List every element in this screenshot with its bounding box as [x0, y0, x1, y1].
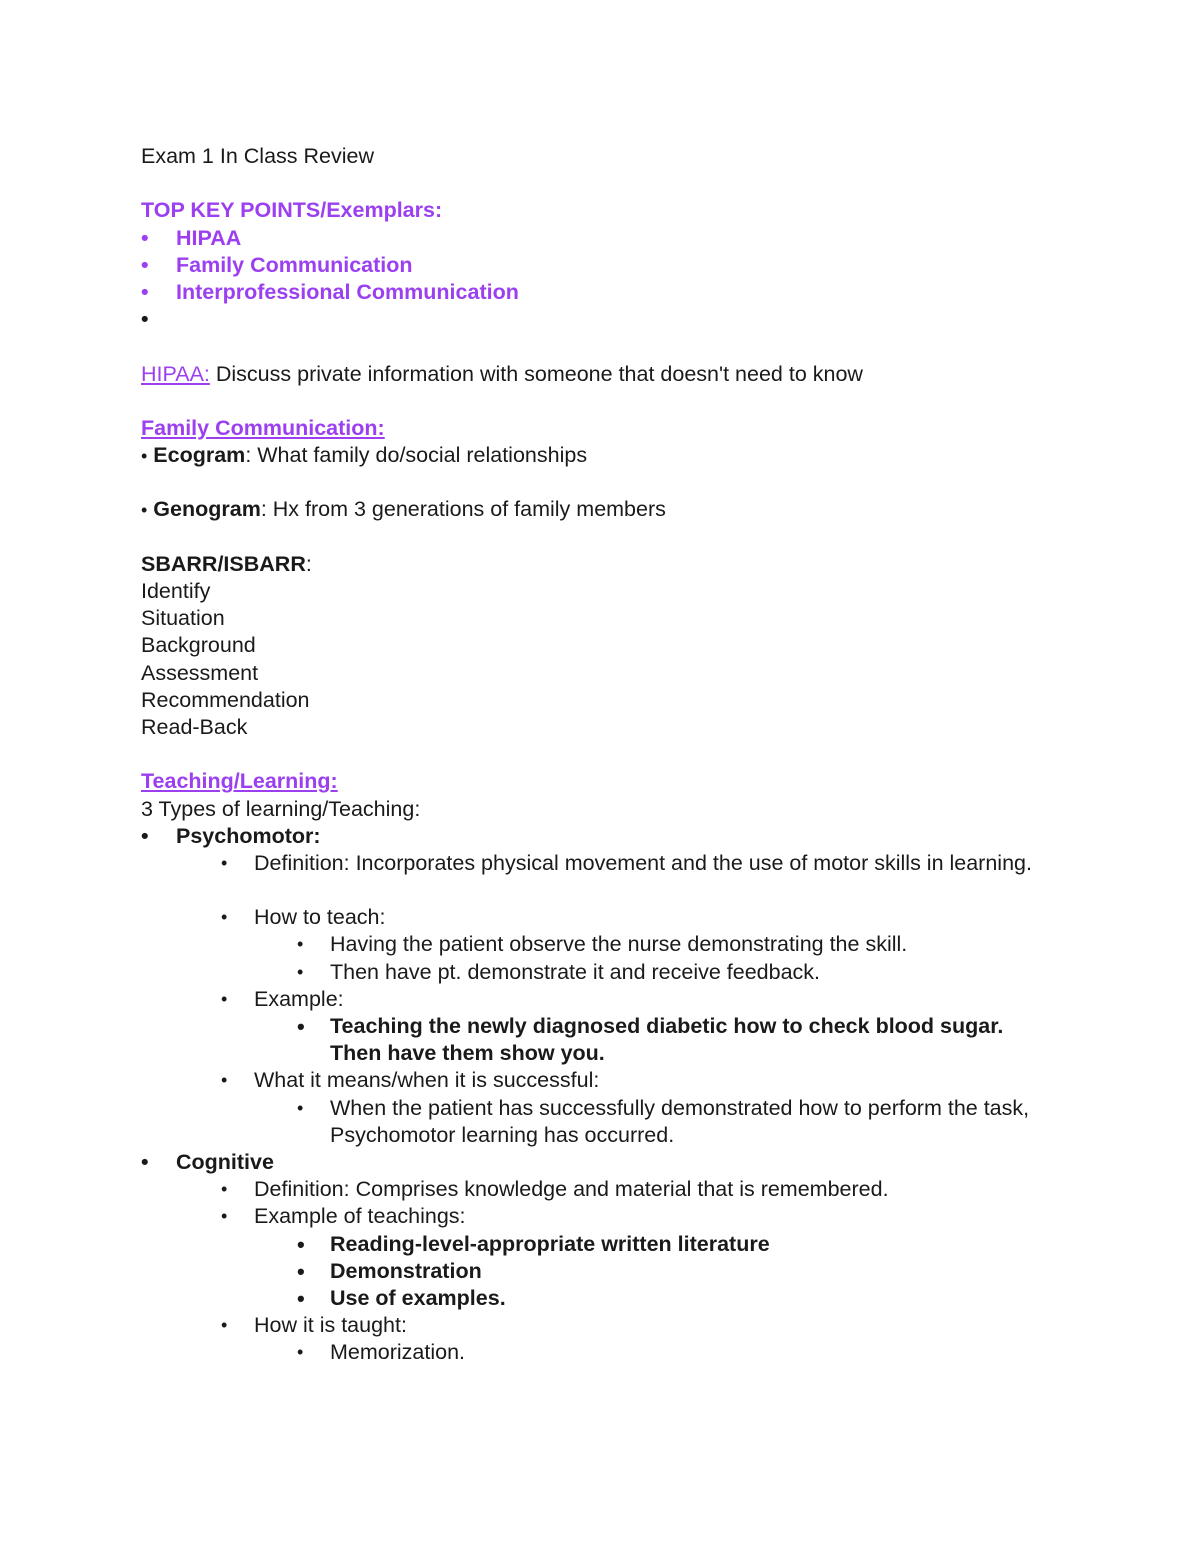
psychomotor-example-item: • Teaching the newly diagnosed diabetic how to check blood sugar. Then have them show you.: [297, 1014, 1004, 1066]
cognitive-how-item: • Memorization.: [141, 1339, 1061, 1366]
bullet-icon: •: [141, 252, 149, 277]
cognitive-item: • Cognitive: [141, 1149, 1061, 1176]
bullet-icon: •: [221, 1206, 228, 1227]
psychomotor-how-item: • Then have pt. demonstrate it and receive feedback.: [141, 959, 1061, 986]
cognitive-example-label: • Example of teachings:: [141, 1203, 1061, 1230]
psychomotor-success-label: • What it means/when it is successful:: [141, 1067, 1061, 1094]
bullet-icon: •: [297, 1258, 305, 1284]
teaching-intro: 3 Types of learning/Teaching:: [141, 796, 421, 821]
psychomotor-how-label: • How to teach:: [141, 904, 1061, 931]
key-point-item: • Interprofessional Communication: [141, 279, 1061, 306]
genogram-label: Genogram: [153, 497, 261, 522]
bullet-icon: •: [297, 1014, 305, 1040]
bullet-icon: •: [221, 852, 228, 873]
sbarr-item: Assessment: [141, 660, 259, 685]
cognitive-example-item: • Demonstration: [297, 1258, 482, 1284]
cognitive-how-label: • How it is taught:: [141, 1312, 1061, 1339]
bullet-icon: •: [221, 907, 228, 928]
bullet-icon: •: [221, 988, 228, 1009]
bullet-icon: •: [297, 1342, 304, 1363]
document-title: Exam 1 In Class Review: [141, 144, 374, 168]
key-point-item: • HIPAA: [141, 225, 1061, 252]
bullet-icon: •: [297, 1285, 305, 1311]
family-heading: Family Communication:: [141, 415, 385, 440]
sbarr-heading: SBARR/ISBARR:: [141, 551, 312, 576]
bullet-icon: •: [141, 279, 149, 304]
bullet-icon: •: [141, 225, 149, 250]
bullet-icon: •: [141, 307, 149, 332]
sbarr-item: Background: [141, 633, 256, 658]
bullet-icon: •: [141, 1149, 149, 1174]
genogram-line: [141, 496, 1061, 523]
sbarr-label: SBARR/ISBARR: [141, 551, 306, 576]
cognitive-example-item: • Use of examples.: [297, 1285, 506, 1311]
cognitive-definition: • Definition: Comprises knowledge and material that is remembered.: [141, 1176, 1061, 1203]
bullet-icon: •: [297, 1231, 305, 1257]
ecogram-line: [141, 442, 1061, 469]
sbarr-item: Situation: [141, 606, 225, 631]
psychomotor-item: • Psychomotor:: [141, 823, 1061, 850]
ecogram-text: : What family do/social relationships: [245, 443, 588, 468]
bullet-icon: •: [297, 934, 304, 955]
key-points-heading: TOP KEY POINTS/Exemplars:: [141, 198, 443, 223]
psychomotor-definition: • Definition: Incorporates physical movement and the use of motor skills in learning.: [141, 850, 1061, 904]
bullet-icon: •: [141, 500, 148, 521]
sbarr-item: Identify: [141, 579, 211, 603]
hipaa-line: [141, 361, 1061, 388]
cognitive-example-item: • Reading-level-appropriate written literature: [297, 1231, 770, 1257]
psychomotor-how-item: • Having the patient observe the nurse demonstrating the skill.: [141, 931, 1061, 958]
bullet-icon: •: [221, 1179, 228, 1200]
bullet-icon: •: [221, 1070, 228, 1091]
bullet-icon: •: [221, 1315, 228, 1336]
bullet-icon: •: [141, 446, 148, 467]
teaching-heading: Teaching/Learning:: [141, 769, 338, 794]
document-page: [141, 143, 1061, 1366]
psychomotor-success-item: • When the patient has successfully demonstrated how to perform the task, Psychomotor learning has occurred.: [297, 1095, 1030, 1147]
bullet-icon: •: [297, 961, 304, 982]
ecogram-label: Ecogram: [153, 443, 246, 468]
hipaa-label: HIPAA:: [141, 361, 210, 386]
bullet-icon: •: [141, 823, 149, 848]
bullet-icon: •: [297, 1097, 304, 1118]
hipaa-text: Discuss private information with someone that doesn't need to know: [209, 361, 863, 386]
sbarr-item: Recommendation: [141, 687, 310, 712]
genogram-text: : Hx from 3 generations of family members: [260, 497, 666, 522]
key-point-item: [141, 306, 1061, 333]
sbarr-item: Read-Back: [141, 714, 248, 739]
psychomotor-example-label: • Example:: [141, 986, 1061, 1013]
key-point-item: • Family Communication: [141, 252, 1061, 279]
